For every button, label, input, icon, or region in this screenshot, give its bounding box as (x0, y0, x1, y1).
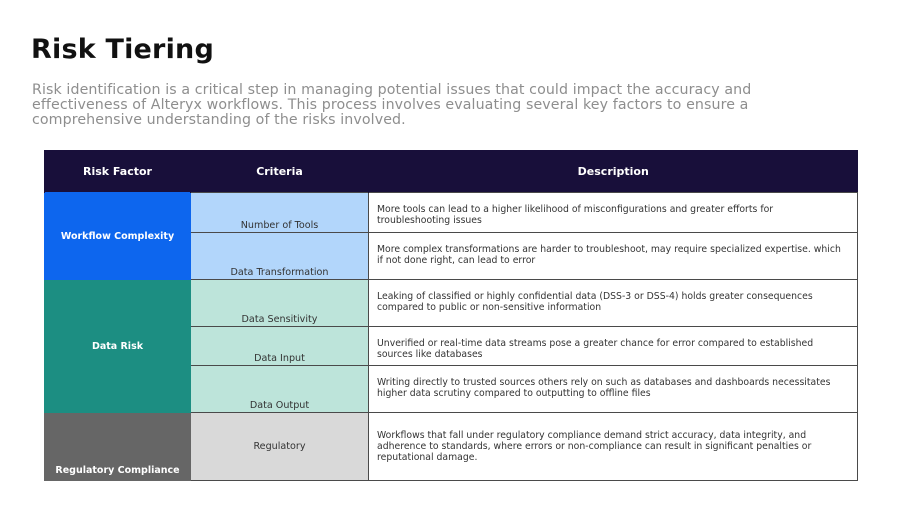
description-data-sensitivity: Leaking of classified or highly confidential data (DSS-3 or DSS-4) holds greater consequences compared to public or non-sensitive information (369, 280, 858, 327)
risk-tiering-table (44, 150, 858, 481)
criteria-data-output: Data Output (191, 366, 369, 413)
criteria-data-transformation: Data Transformation (191, 233, 369, 280)
header-criteria: Criteria (191, 150, 369, 193)
criteria-data-input: Data Input (191, 327, 369, 366)
header-description: Description (369, 150, 858, 193)
description-regulatory: Workflows that fall under regulatory compliance demand strict accuracy, data integrity, and adherence to standards, where errors or non-compliance can result in significant penalties or reputational damage. (369, 413, 858, 481)
intro-paragraph: Risk identification is a critical step in managing potential issues that could impact the accuracy and effectiveness of Alteryx workflows. This process involves evaluating several key factors to ensure a comprehensive understanding of the risks involved. (32, 82, 752, 128)
table-row (45, 193, 858, 233)
risk-factor-regulatory-compliance: Regulatory Compliance (45, 413, 191, 481)
criteria-number-of-tools: Number of Tools (191, 193, 369, 233)
table-row (45, 413, 858, 481)
header-risk-factor: Risk Factor (45, 150, 191, 193)
criteria-data-sensitivity: Data Sensitivity (191, 280, 369, 327)
risk-factor-data-risk: Data Risk (45, 280, 191, 413)
description-data-input: Unverified or real-time data streams pose a greater chance for error compared to established sources like databases (369, 327, 858, 366)
page-title: Risk Tiering (31, 34, 214, 65)
description-number-of-tools: More tools can lead to a higher likelihood of misconfigurations and greater efforts for troubleshooting issues (369, 193, 858, 233)
table-row (45, 280, 858, 327)
table-header-row (45, 150, 858, 193)
description-data-transformation: More complex transformations are harder to troubleshoot, may require specialized expertise. which if not done right, can lead to error (369, 233, 858, 280)
description-data-output: Writing directly to trusted sources others rely on such as databases and dashboards necessitates higher data scrutiny compared to outputting to offline files (369, 366, 858, 413)
criteria-regulatory: Regulatory (191, 413, 369, 481)
risk-factor-workflow-complexity: Workflow Complexity (45, 193, 191, 280)
